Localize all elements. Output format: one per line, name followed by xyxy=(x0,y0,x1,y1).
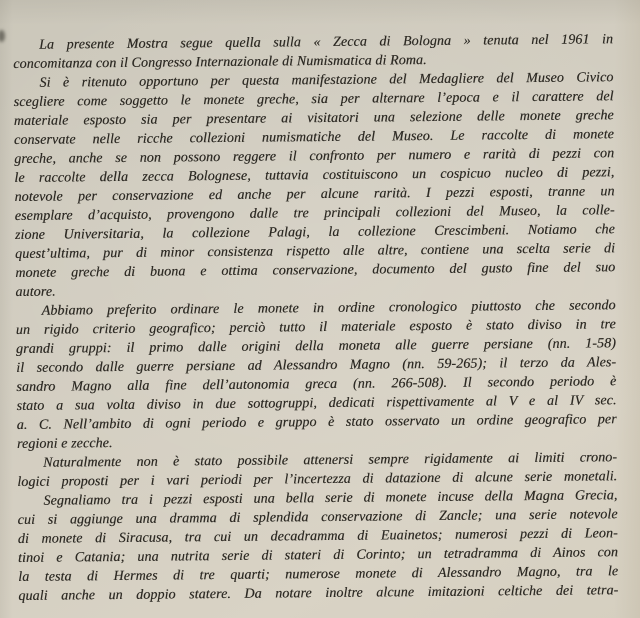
paragraph xyxy=(13,30,613,74)
text-line: cui si aggiunge una dramma di splendida conservazione di Zancle; una serie notevole xyxy=(17,507,618,528)
text-line: materiale esposto sia per presentare ai visitatori una selezione delle monete greche xyxy=(13,108,614,129)
text-line: logici proposti per i vari periodi per l’incertezza di datazione di alcune serie monetali. xyxy=(17,469,618,490)
text-line: grandi gruppi: il primo dalle origini della moneta alle guerre persiane (nn. 1-58) xyxy=(15,336,617,357)
text-line: tinoi e Catania; una nutrita serie di stateri di Corinto; un tetradramma di Ainos con xyxy=(17,545,619,566)
text-line: scegliere come soggetto le monete greche, sia per alternare l’epoca e il carattere del xyxy=(13,89,614,110)
text-line: monete greche di buona e ottima conservazione, documento del gusto fine del suo xyxy=(15,260,616,281)
text-line: regioni e zecche. xyxy=(16,436,113,452)
text-line: esemplare d’acquisto, provengono dalle tre principali collezioni del Museo, la colle- xyxy=(14,203,615,224)
text-line: La presente Mostra segue quella sulla « Zecca di Bologna » tenuta nel 1961 in xyxy=(39,32,614,53)
text-line: a. C. Nell’ambito di ogni periodo e gruppo è stato osservato un ordine geografico per xyxy=(16,412,617,433)
text-line: zione Universitaria, la collezione Palagi, la collezione Crescimbeni. Notiamo che xyxy=(14,222,615,243)
text-line: Naturalmente non è stato possibile attenersi sempre rigidamente ai limiti crono- xyxy=(43,450,618,471)
text-line: quali anche un doppio statere. Da notare inoltre alcune imitazioni celtiche dei tetra- xyxy=(18,583,619,604)
text-line: concomitanza con il Congresso Internazionale di Numismatica di Roma. xyxy=(13,53,427,72)
text-line: un rigido criterio geografico; perciò tutto il materiale esposto è stato diviso in tre xyxy=(15,317,616,338)
paragraph xyxy=(17,486,618,606)
text-line: il secondo dalle guerre persiane ad Alessandro Magno (nn. 59-265); il terzo da Ales- xyxy=(16,355,617,376)
text-line: di monete di Siracusa, tra cui un decadramma di Euainetos; numerosi pezzi di Leon- xyxy=(17,526,618,547)
text-line: stato a sua volta diviso in due sottogruppi, dedicati rispettivamente al V e al IV sec. xyxy=(16,393,617,414)
text-line: le raccolte della zecca Bolognese, tuttavia costituiscono un cospicuo nucleo di pezzi, xyxy=(14,165,615,186)
text-line: autore. xyxy=(15,284,56,300)
text-line: quest’ultima, pur di minor consistenza rispetto alle altre, contiene una scelta serie di xyxy=(15,241,616,262)
text-line: Si è ritenuto opportuno per questa manifestazione del Medagliere del Museo Civico xyxy=(39,70,614,91)
text-line: sandro Magno alla fine dell’autonomia greca (nn. 266-508). Il secondo periodo è xyxy=(16,374,617,395)
paragraph xyxy=(13,68,615,302)
text-block xyxy=(13,30,618,606)
text-line: la testa di Hermes di tre quarti; numerose monete di Alessandro Magno, tra le xyxy=(18,564,619,585)
text-line: Abbiamo preferito ordinare le monete in ordine cronologico piuttosto che secondo xyxy=(41,298,616,319)
paragraph xyxy=(16,296,617,454)
text-line: Segnaliamo tra i pezzi esposti una bella serie di monete incuse della Magna Grecia, xyxy=(43,488,618,509)
text-line: notevole per conservazione ed anche per alcune rarità. I pezzi esposti, tranne un xyxy=(14,184,615,205)
text-line: greche, anche se non possono reggere il confronto per numero e rarità di pezzi con xyxy=(14,146,615,167)
paragraph xyxy=(17,448,617,492)
page-edge-smudge xyxy=(0,30,5,42)
text-line: conservate nelle ricche collezioni numismatiche del Museo. Le raccolte di monete xyxy=(13,127,615,148)
